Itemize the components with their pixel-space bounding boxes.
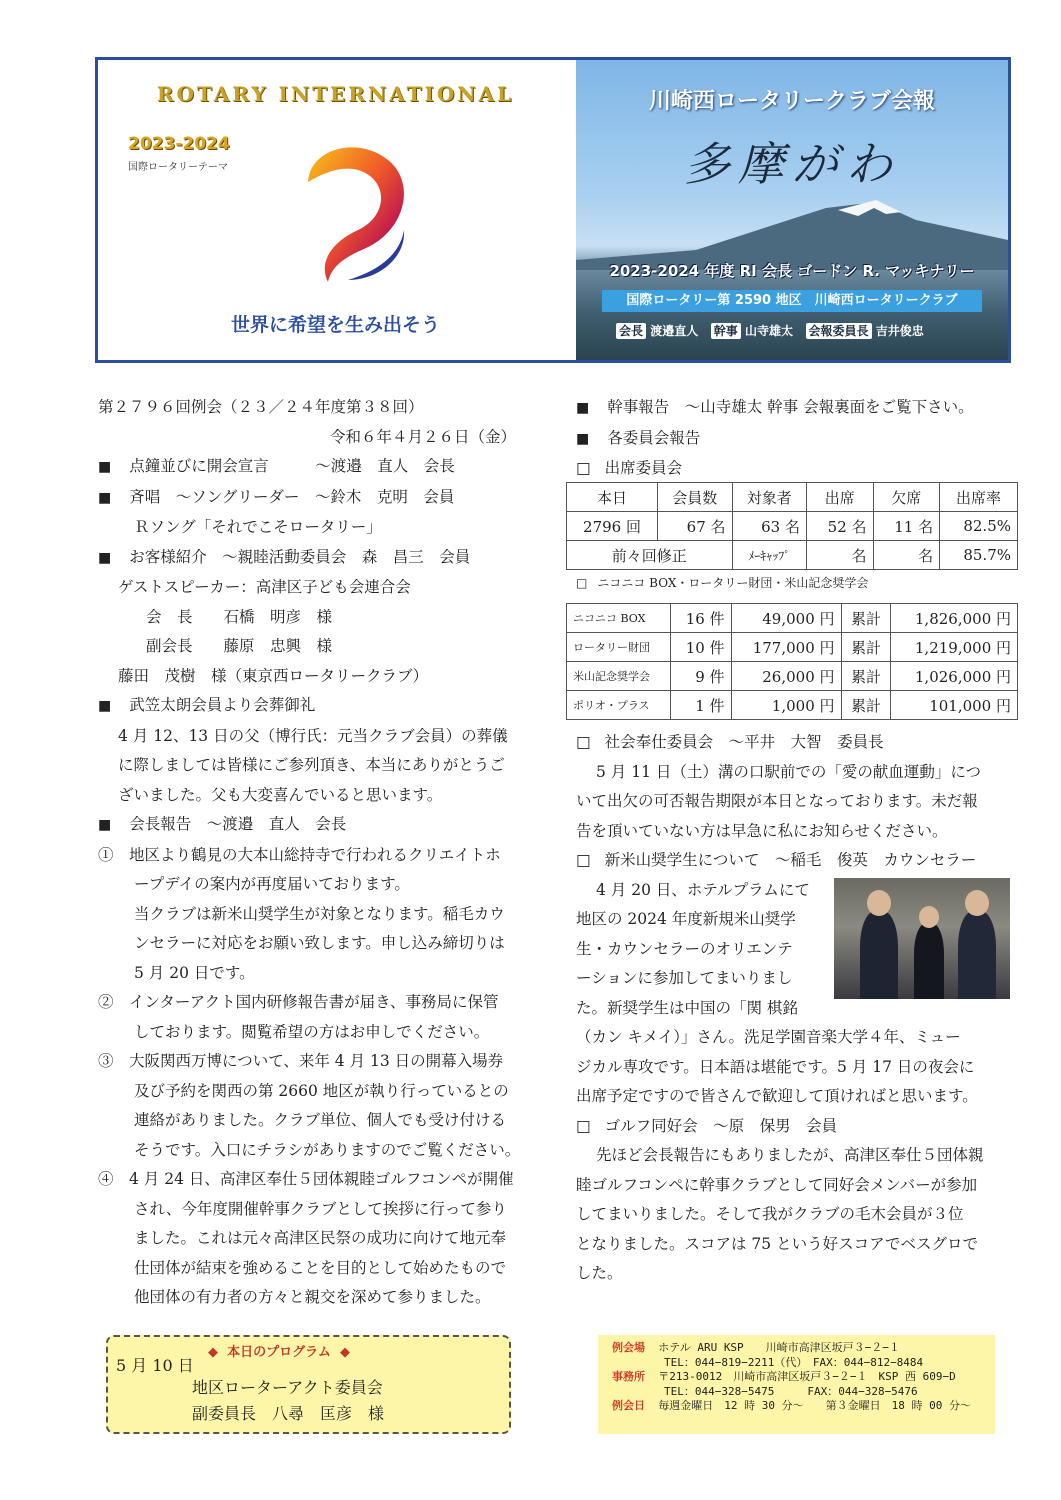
text-line: 睦ゴルフコンペに幹事クラブとして同好会メンバーが参加 xyxy=(576,1175,978,1194)
text-line: 4 月 20 日、ホテルプラムにて xyxy=(596,880,810,899)
table-row: 2796 回 67 名 63 名 52 名 11 名 82.5% xyxy=(567,512,1018,541)
donation-heading: □ ニコニコ BOX・ロータリー財団・米山記念奨学会 xyxy=(576,576,869,590)
text-line: に際しましては皆様にご参列頂き、本当にありがとうご xyxy=(118,756,505,774)
ri-slogan: 世界に希望を生み出そう xyxy=(230,314,440,336)
club-title: 川崎西ロータリークラブ会報 xyxy=(648,89,935,114)
text-line: 連絡がありました。クラブ単位、個人でも受け付ける xyxy=(134,1111,507,1129)
table-header: 会員数 xyxy=(658,483,732,512)
newsletter-header xyxy=(95,57,1011,363)
text-line: 5 月 20 日です。 xyxy=(134,963,255,982)
text-line: そうです。入口にチラシがありますのでご覧ください。 xyxy=(134,1140,521,1159)
text-line: ンセラーに対応をお願い致します。申し込み締切りは xyxy=(134,934,505,952)
diamond-icon: ◆ xyxy=(340,1345,350,1360)
scholarship-photo xyxy=(834,878,1010,999)
newsletter-name: 多摩がわ xyxy=(684,137,900,191)
district-banner: 国際ロータリー第 2590 地区 川崎西ロータリークラブ xyxy=(602,290,982,312)
text-line: となりました。スコアは 75 という好スコアでベスグロで xyxy=(576,1234,979,1253)
ri-president: 2023-2024 年度 RI 会長 ゴードン R. マッキナリー xyxy=(609,262,975,280)
right-column-bottom xyxy=(576,728,1016,1289)
diamond-icon: ◆ xyxy=(208,1345,218,1360)
table-row: ロータリー財団 10 件 177,000 円 累計 1,219,000 円 xyxy=(567,633,1018,662)
text-line: 仕団体が結束を強めることを目的として始めたもので xyxy=(134,1258,507,1277)
text-line: ざいました。父も大変喜んでいると思います。 xyxy=(118,785,443,804)
table-row: ニコニコ BOX 16 件 49,000 円 累計 1,826,000 円 xyxy=(567,604,1018,633)
text-line: 出席予定ですので皆さんで歓迎して頂ければと思います。 xyxy=(576,1087,978,1105)
section-heading: □ 新米山奨学生について ～稲毛 俊英 カウンセラー xyxy=(576,846,1016,876)
text-line: 及び予約を関西の第 2660 地区が執り行っているとの xyxy=(134,1081,509,1100)
section-heading: ■ 各委員会報告 xyxy=(576,424,1016,455)
text-line: ープデイの案内が再度届いております。 xyxy=(134,875,410,893)
section-heading: ■ 武笠太朗会員より会葬御礼 xyxy=(98,691,548,722)
text-line: 会 長 石橋 明彦 様 xyxy=(146,607,333,626)
program-box xyxy=(106,1335,511,1434)
text-line: Ｒソング「それでこそロータリー」 xyxy=(134,518,382,536)
table-row: ポリオ・プラス 1 件 1,000 円 累計 101,000 円 xyxy=(567,691,1018,720)
text-line: 5 月 11 日（土）溝の口駅前での「愛の献血運動」につ xyxy=(596,762,982,781)
theme-logo-icon xyxy=(288,130,418,290)
club-panel xyxy=(576,60,1008,360)
section-heading: ■ 会長報告 ～渡邉 直人 会長 xyxy=(98,810,548,841)
table-row: 米山記念奨学会 9 件 26,000 円 累計 1,026,000 円 xyxy=(567,662,1018,691)
text-line: 藤田 茂樹 様（東京西ロータリークラブ） xyxy=(118,666,429,685)
text-line: ました。これは元々高津区民祭の成功に向けて地元奉 xyxy=(134,1229,507,1247)
table-header: 欠席 xyxy=(873,483,940,512)
text-line: ーションに参加してまいりまし xyxy=(576,969,793,987)
section-heading: □ 社会奉仕委員会 ～平井 大智 委員長 xyxy=(576,728,1016,758)
meeting-date: 令和６年４月２６日（金） xyxy=(330,427,517,446)
ri-theme-panel xyxy=(98,60,573,360)
program-date: 5 月 10 日 xyxy=(116,1356,194,1375)
text-line: してまいりました。そして我がクラブの毛木会員が３位 xyxy=(576,1205,964,1223)
rotary-year: 2023-2024 xyxy=(128,134,230,154)
text-line: 地区の 2024 年度新規米山奨学 xyxy=(576,910,796,928)
text-line: ジカル専攻です。日本語は堪能です。5 月 17 日の夜会に xyxy=(576,1057,975,1076)
attendance-table xyxy=(566,482,1018,570)
table-header-row xyxy=(567,483,1018,512)
table-header: 本日 xyxy=(567,483,658,512)
section-heading: □ 出席委員会 xyxy=(576,454,1016,484)
table-header: 出席率 xyxy=(940,483,1018,512)
list-item: ① 地区より鶴見の大本山総持寺で行われるクリエイトホ xyxy=(98,845,501,864)
text-line: した。 xyxy=(576,1264,623,1282)
program-title: ◆ 本日のプログラム ◆ xyxy=(208,1345,350,1360)
club-info-box: 例会場 ホテル ARU KSP 川崎市高津区坂戸３−２−１ TEL：044−819−2211（代） FAX：044−812−8484 事務所 〒213-0012 川崎市高津区坂戸３−２−１ KSP 西 609−D TEL：044−328−5475 FAX：044−328−5476 例会日 毎週金曜日 12 時 30 分〜 第３金曜日 18 時 00 分〜 xyxy=(598,1335,995,1434)
text-line: 他団体の有力者の方々と親交を深めて参りました。 xyxy=(134,1288,491,1306)
text-line: ゲストスピーカー：高津区子ども会連合会 xyxy=(118,578,411,596)
text-line: いて出欠の可否報告期限が本日となっております。未だ報 xyxy=(576,792,978,810)
section-heading: ■ 斉唱 ～ソングリーダー ～鈴木 克明 会員 xyxy=(98,483,548,514)
donation-table xyxy=(566,603,1018,720)
left-column xyxy=(98,393,548,1313)
section-heading: □ ゴルフ同好会 ～原 保男 会員 xyxy=(576,1112,1016,1142)
text-line: 4 月 12、13 日の父（博行氏：元当クラブ会員）の葬儀 xyxy=(118,726,508,745)
section-heading: ■ お客様紹介 ～親睦活動委員会 森 昌三 会員 xyxy=(98,543,548,574)
program-speaker: 地区ローターアクト委員会 副委員長 八尋 匡彦 様 xyxy=(192,1378,385,1423)
table-header: 出席 xyxy=(806,483,873,512)
ri-title: ROTARY INTERNATIONAL xyxy=(156,82,515,106)
text-line: 生・カウンセラーのオリエンテ xyxy=(576,939,793,958)
list-item: ② インターアクト国内研修報告書が届き、事務局に保管 xyxy=(98,993,499,1011)
text-line: （カン キメイ）」さん。洗足学園音楽大学４年、ミュー xyxy=(576,1028,961,1046)
right-column-top xyxy=(576,393,1016,484)
list-item: ③ 大阪関西万博について、来年 4 月 13 日の開幕入場券 xyxy=(98,1052,504,1070)
meeting-number: 第２７９６回例会（２３／２４年度第３８回） xyxy=(98,398,424,416)
text-line: しております。閲覧希望の方はお申しでください。 xyxy=(134,1022,490,1041)
list-item: ④ 4 月 24 日、高津区奉仕５団体親睦ゴルフコンペが開催 xyxy=(98,1170,514,1188)
text-line: 当クラブは新米山奨学生が対象となります。稲毛カウ xyxy=(134,904,505,923)
text-line: 副会長 藤原 忠興 様 xyxy=(146,637,333,655)
officers: 会長 渡邉直人 幹事 山寺雄太 会報委員長 吉井俊忠 xyxy=(616,322,996,339)
text-line: され、今年度開催幹事クラブとして挨拶に行って参り xyxy=(134,1199,507,1218)
mount-fuji-icon xyxy=(576,190,1008,270)
text-line: 告を頂いていない方は早急に私にお知らせください。 xyxy=(576,821,948,840)
section-heading: ■ 幹事報告 ～山寺雄太 幹事 会報裏面をご覧下さい。 xyxy=(576,393,1016,424)
table-row: 前々回修正 ﾒｰｷｬｯﾌﾟ 名 名 85.7% xyxy=(567,541,1018,570)
theme-label: 国際ロータリーテーマ xyxy=(128,162,228,173)
text-line: 先ほど会長報告にもありましたが、高津区奉仕５団体親 xyxy=(596,1146,984,1164)
text-line: た。新奨学生は中国の「関 棋銘 xyxy=(576,998,798,1017)
table-header: 対象者 xyxy=(732,483,806,512)
section-heading: ■ 点鐘並びに開会宣言 ～渡邉 直人 会長 xyxy=(98,452,548,483)
